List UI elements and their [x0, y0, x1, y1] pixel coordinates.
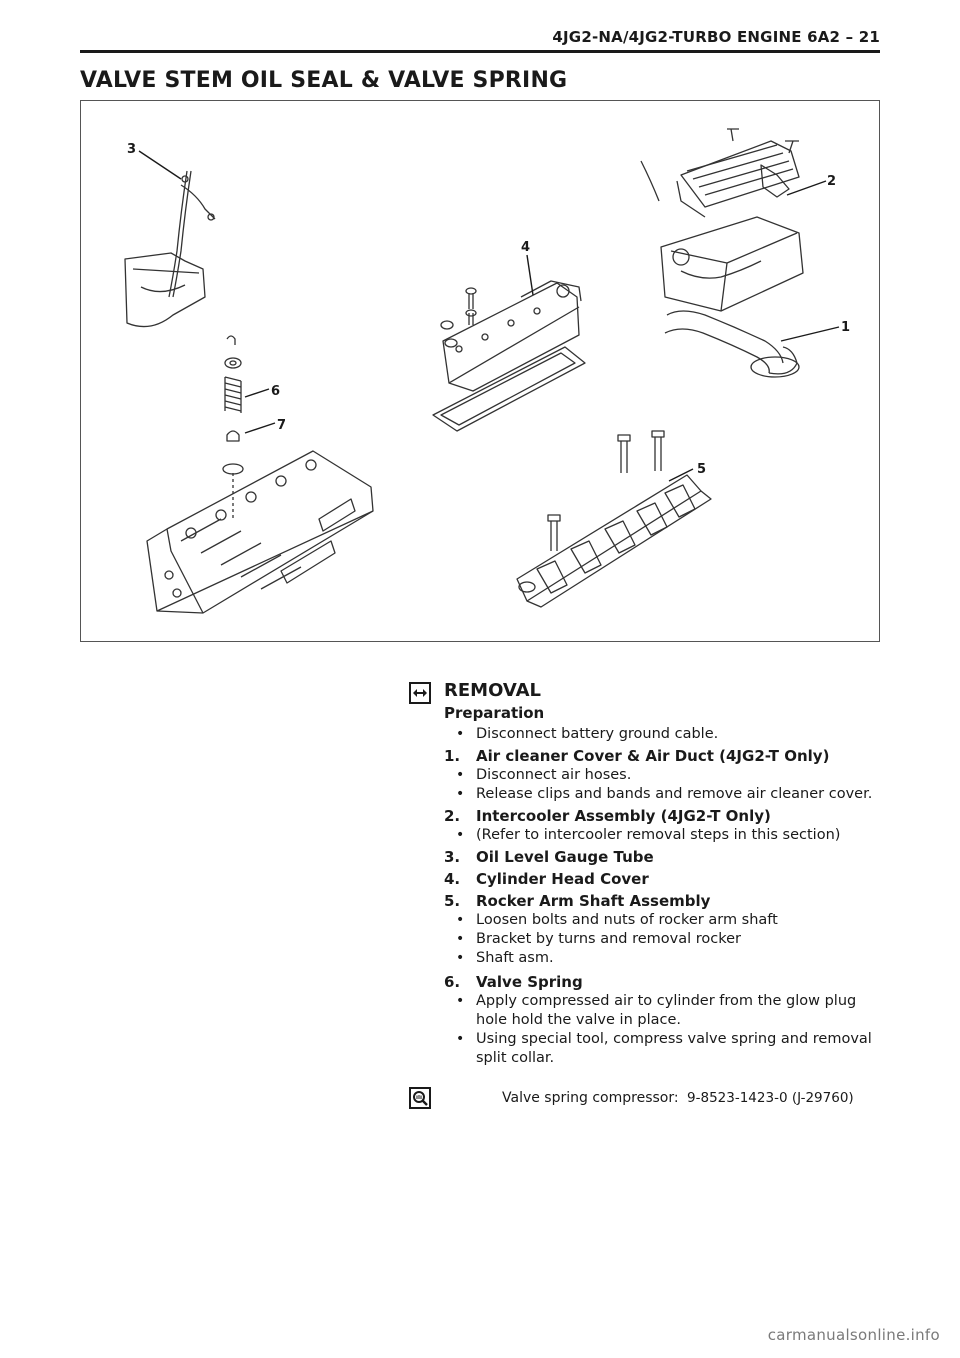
oil-pan-drawing [125, 253, 205, 327]
step-number: 4. [444, 870, 461, 888]
list-item: • Loosen bolts and nuts of rocker arm shaft [444, 911, 884, 930]
leader-line-1 [781, 327, 839, 341]
step-title: Air cleaner Cover & Air Duct (4JG2-T Only) [476, 747, 830, 765]
list-item: • Disconnect battery ground cable. [444, 725, 884, 744]
step-2 [444, 806, 884, 826]
rocker-bolts-drawing [548, 431, 664, 551]
list-item: • Disconnect air hoses. [444, 766, 884, 785]
rocker-arm-shaft-drawing [517, 475, 711, 607]
step-number: 1. [444, 747, 461, 765]
step-6 [444, 972, 884, 992]
running-header: 4JG2-NA/4JG2-TURBO ENGINE 6A2 – 21 [552, 28, 880, 46]
removal-section [444, 680, 884, 1070]
special-tool-icon [409, 1087, 431, 1109]
step-3 [444, 847, 884, 867]
cylinder-head-cover-gasket-drawing [433, 347, 585, 431]
step-number: 6. [444, 973, 461, 991]
step-6-list [444, 992, 884, 1068]
header-rule [80, 50, 880, 53]
step-title: Rocker Arm Shaft Assembly [476, 892, 711, 910]
intercooler-drawing [641, 129, 799, 217]
step-title: Valve Spring [476, 973, 583, 991]
step-number: 2. [444, 807, 461, 825]
leader-line-2 [787, 181, 826, 195]
valve-stem-seal-drawing [227, 431, 239, 441]
step-number: 5. [444, 892, 461, 910]
air-duct-drawing [665, 311, 799, 377]
washer-drawing [223, 464, 243, 474]
cylinder-head-drawing [147, 451, 373, 613]
watermark: carmanualsonline.info [767, 1326, 940, 1344]
preparation-list [444, 725, 884, 744]
list-item: • (Refer to intercooler removal steps in this section) [444, 826, 884, 845]
list-item: • Apply compressed air to cylinder from the glow plug hole hold the valve in place. [444, 992, 884, 1030]
valve-keeper-drawing [227, 336, 235, 345]
leader-line-4 [527, 255, 533, 295]
step-number: 3. [444, 848, 461, 866]
leader-line-7 [245, 423, 275, 433]
callout-6: 6 [271, 384, 281, 399]
callout-5: 5 [697, 462, 707, 477]
callout-4: 4 [521, 240, 531, 255]
cover-bolts-drawing [441, 288, 476, 347]
callout-1: 1 [841, 320, 851, 335]
step-title: Intercooler Assembly (4JG2-T Only) [476, 807, 771, 825]
list-item: • Release clips and bands and remove air cleaner cover. [444, 785, 884, 804]
engine-upper-drawing [661, 217, 803, 311]
preparation-heading: Preparation [444, 704, 545, 722]
step-title: Oil Level Gauge Tube [476, 848, 654, 866]
step-1-list [444, 766, 884, 804]
callout-3: 3 [127, 142, 137, 157]
exploded-view-drawing [81, 101, 879, 641]
valve-spring-drawing [225, 377, 241, 413]
step-2-list [444, 826, 884, 845]
valve-retainer-drawing [225, 358, 241, 368]
step-5 [444, 891, 884, 911]
callout-7: 7 [277, 418, 287, 433]
page-title: VALVE STEM OIL SEAL & VALVE SPRING [80, 68, 568, 93]
step-title: Cylinder Head Cover [476, 870, 649, 888]
special-tool-label: Valve spring compressor: [502, 1090, 679, 1106]
list-item: • Bracket by turns and removal rocker [444, 930, 884, 949]
removal-heading: REMOVAL [444, 680, 541, 701]
removal-arrows-icon [409, 682, 431, 704]
step-5-list [444, 911, 884, 968]
step-4 [444, 869, 884, 889]
oil-gauge-tube-drawing [169, 171, 215, 297]
special-tool-code: 9-8523-1423-0 (J-29760) [687, 1090, 854, 1106]
step-1 [444, 746, 884, 766]
list-item: • Shaft asm. [444, 949, 884, 968]
exploded-view-figure [80, 100, 880, 642]
special-tool-line [502, 1088, 854, 1108]
callout-2: 2 [827, 174, 837, 189]
leader-line-6 [245, 389, 269, 397]
list-item: • Using special tool, compress valve spring and removal split collar. [444, 1030, 884, 1068]
leader-line-3 [139, 151, 181, 179]
